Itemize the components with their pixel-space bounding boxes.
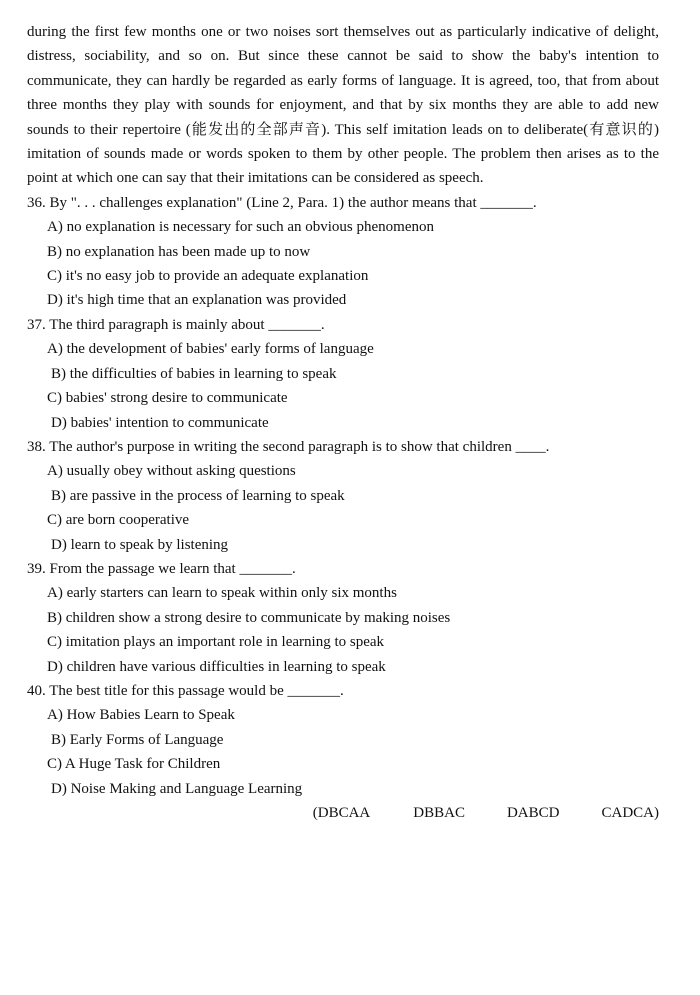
option-c: C) it's no easy job to provide an adequate explanation xyxy=(47,268,369,285)
option-a: A) the development of babies' early forms of language xyxy=(47,341,374,358)
option-a: A) usually obey without asking questions xyxy=(47,463,296,480)
option-d: D) babies' intention to communicate xyxy=(51,414,269,431)
question-stem: 39. From the passage we learn that _______. xyxy=(27,560,296,577)
option-b: B) no explanation has been made up to now xyxy=(47,243,311,260)
question-stem: 37. The third paragraph is mainly about _______. xyxy=(27,316,325,333)
options-list xyxy=(27,581,659,679)
option-b: B) children show a strong desire to communicate by making noises xyxy=(47,609,451,626)
option-b: B) Early Forms of Language xyxy=(51,731,224,748)
option-c: C) are born cooperative xyxy=(47,512,190,529)
answer-group-1: (DBCAA xyxy=(312,805,371,821)
option-a: A) no explanation is necessary for such an obvious phenomenon xyxy=(47,219,434,236)
option-d: D) learn to speak by listening xyxy=(51,536,229,553)
question-36 xyxy=(27,191,659,313)
option-a: A) early starters can learn to speak within only six months xyxy=(47,585,397,602)
option-c: C) babies' strong desire to communicate xyxy=(47,390,288,407)
question-stem: 38. The author's purpose in writing the second paragraph is to show that children ____. xyxy=(27,438,550,455)
option-a: A) How Babies Learn to Speak xyxy=(47,707,235,724)
options-list xyxy=(27,215,659,313)
question-38 xyxy=(27,435,659,557)
question-40 xyxy=(27,679,659,801)
options-list xyxy=(27,703,659,801)
option-d: D) Noise Making and Language Learning xyxy=(51,780,303,797)
question-stem: 36. By ". . . challenges explanation" (Line 2, Para. 1) the author means that _______. xyxy=(27,194,537,211)
question-37 xyxy=(27,313,659,435)
option-c: C) imitation plays an important role in learning to speak xyxy=(47,634,385,651)
option-d: D) it's high time that an explanation was provided xyxy=(47,292,347,309)
option-d: D) children have various difficulties in learning to speak xyxy=(47,658,386,675)
options-list xyxy=(27,459,659,557)
answer-group-4: CADCA) xyxy=(601,805,659,821)
question-39 xyxy=(27,557,659,679)
options-list xyxy=(27,337,659,435)
answer-group-2: DBBAC xyxy=(413,805,465,821)
answer-group-3: DABCD xyxy=(506,805,560,821)
option-b: B) are passive in the process of learning to speak xyxy=(51,487,345,504)
question-stem: 40. The best title for this passage would be _______. xyxy=(27,682,344,699)
answer-key xyxy=(27,801,659,825)
exam-page xyxy=(27,20,659,825)
passage-paragraph: during the first few months one or two noises sort themselves out as particularly indicative of delight, distress, sociability, and so on. But since these cannot be said to show the baby's intention to communicate, they can hardly be regarded as early forms of language. It is agreed, too, that from about three months they play with sounds for enjoyment, and that by six months they are able to add new sounds to their repertoire (能发出的全部声音). This self imitation leads on to deliberate(有意识的) imitation of sounds made or words spoken to them by other people. The problem then arises as to the point at which one can say that their imitations can be considered as speech. xyxy=(27,24,659,187)
option-b: B) the difficulties of babies in learning to speak xyxy=(51,365,337,382)
option-c: C) A Huge Task for Children xyxy=(47,756,221,773)
